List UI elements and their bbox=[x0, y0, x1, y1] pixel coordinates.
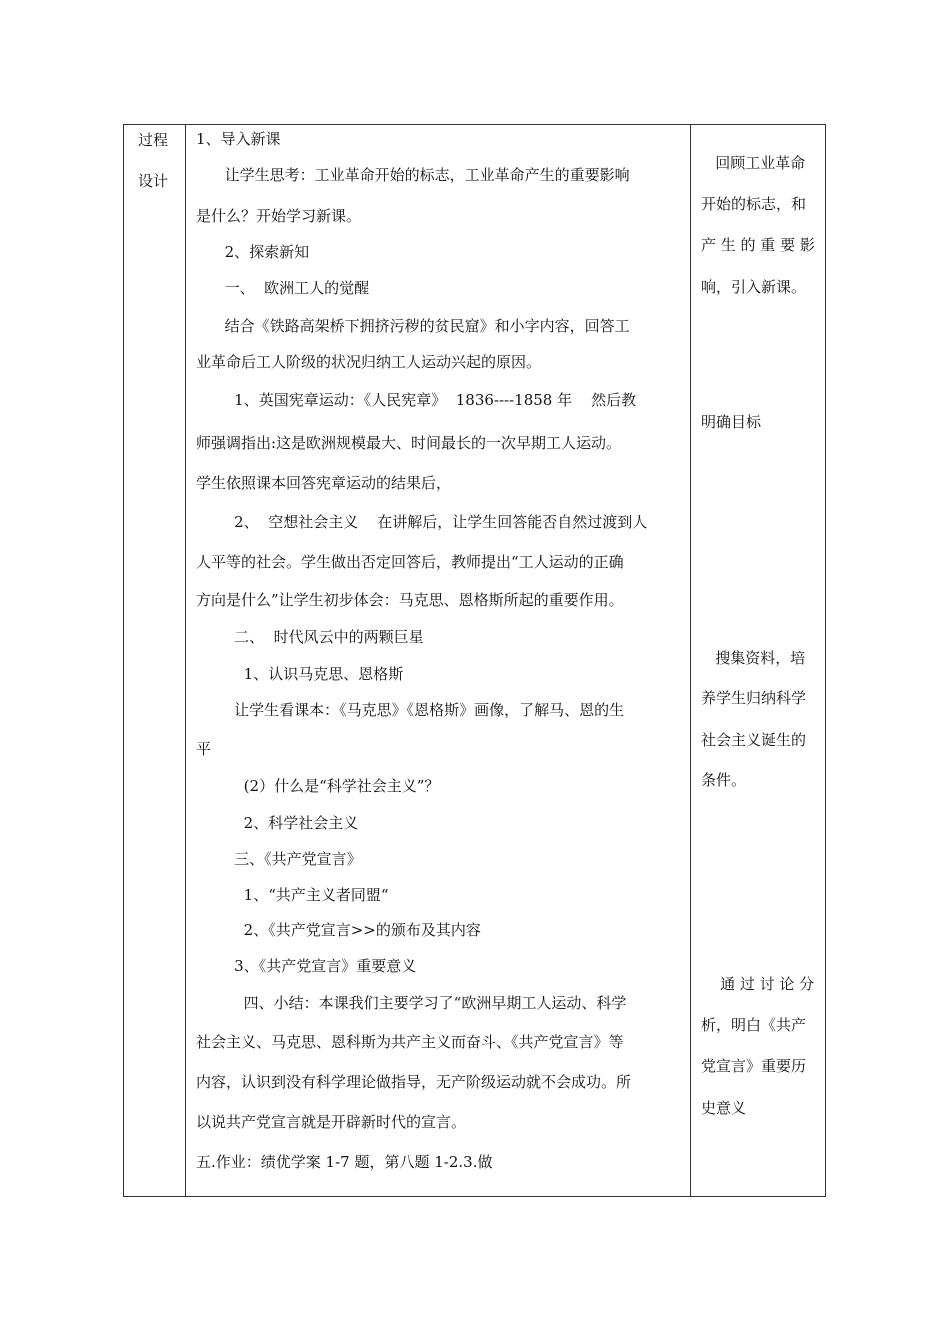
note-line: 条件。 bbox=[701, 771, 747, 789]
note-line: 开始的标志，和 bbox=[701, 195, 807, 213]
content-line: 结合《铁路高架桥下拥挤污秽的贫民窟》和小字内容，回答工 bbox=[196, 317, 630, 335]
content-line: 平 bbox=[196, 740, 212, 758]
content-line: 1、“共产主义者同盟“ bbox=[196, 886, 389, 904]
content-line: 人平等的社会。学生做出否定回答后，教师提出“工人运动的正确 bbox=[196, 553, 624, 571]
content-line: 1、英国宪章运动：《人民宪章》 1836----1858 年 然后教 bbox=[196, 391, 637, 409]
label-text: 设计 bbox=[138, 172, 169, 190]
content-line: 2、科学社会主义 bbox=[196, 814, 359, 832]
note-line: 响，引入新课。 bbox=[701, 278, 807, 296]
content-line: 3、《共产党宣言》重要意义 bbox=[196, 957, 417, 975]
content-line: 以说共产党宣言就是开辟新时代的宣言。 bbox=[196, 1113, 467, 1131]
content-line: 让学生看课本：《马克思》《恩格斯》画像，了解马、恩的生 bbox=[196, 701, 625, 719]
content-line: 二、 时代风云中的两颗巨星 bbox=[196, 628, 424, 646]
content-line: 是什么？开始学习新课。 bbox=[196, 207, 362, 225]
content-line: 让学生思考：工业革命开始的标志，工业革命产生的重要影响 bbox=[196, 166, 630, 184]
content-line: 2、 空想社会主义 在讲解后，让学生回答能否自然过渡到人 bbox=[196, 513, 648, 531]
note-line: 党宣言》重要历 bbox=[701, 1057, 807, 1075]
note-line: 明确目标 bbox=[701, 413, 762, 431]
label-text: 过程 bbox=[138, 131, 169, 149]
content-line: 一、 欧洲工人的觉醒 bbox=[196, 279, 370, 297]
column-divider bbox=[185, 125, 186, 1196]
content-line: 2、《共产党宣言>>的颁布及其内容 bbox=[196, 921, 481, 939]
note-line: 养学生归纳科学 bbox=[701, 689, 807, 707]
note-line: 社会主义诞生的 bbox=[701, 731, 807, 749]
note-line: 产 生 的 重 要 影 bbox=[701, 236, 815, 254]
content-line: 内容，认识到没有科学理论做指导，无产阶级运动就不会成功。所 bbox=[196, 1073, 632, 1091]
content-line: 三、《共产党宣言》 bbox=[196, 850, 362, 868]
content-line: 社会主义、马克思、恩科斯为共产主义而奋斗、《共产党宣言》等 bbox=[196, 1033, 624, 1051]
note-line: 通 过 讨 论 分 bbox=[701, 975, 815, 993]
note-line: 搜集资料，培 bbox=[701, 649, 806, 667]
note-line: 回顾工业革命 bbox=[701, 154, 806, 172]
content-line: 方向是什么”让学生初步体会：马克思、恩格斯所起的重要作用。 bbox=[196, 591, 624, 609]
content-line: 1、认识马克思、恩格斯 bbox=[196, 665, 404, 683]
note-line: 析，明白《共产 bbox=[701, 1016, 807, 1034]
content-line: (2）什么是“科学社会主义”？ bbox=[196, 777, 440, 795]
note-line: 史意义 bbox=[701, 1099, 747, 1117]
content-line: 1、导入新课 bbox=[196, 130, 281, 148]
content-line: 2、探索新知 bbox=[196, 243, 310, 261]
content-line: 业革命后工人阶级的状况归纳工人运动兴起的原因。 bbox=[196, 353, 542, 371]
content-line: 师强调指出:这是欧洲规模最大、时间最长的一次早期工人运动。 bbox=[196, 434, 622, 452]
content-line: 五.作业：绩优学案 1-7 题，第八题 1-2.3.做 bbox=[196, 1153, 493, 1171]
lesson-plan-table bbox=[123, 124, 826, 1197]
content-line: 学生依照课本回答宪章运动的结果后， bbox=[196, 474, 452, 492]
column-divider bbox=[690, 125, 691, 1196]
content-line: 四、小结：本课我们主要学习了“欧洲早期工人运动、科学 bbox=[196, 994, 627, 1012]
